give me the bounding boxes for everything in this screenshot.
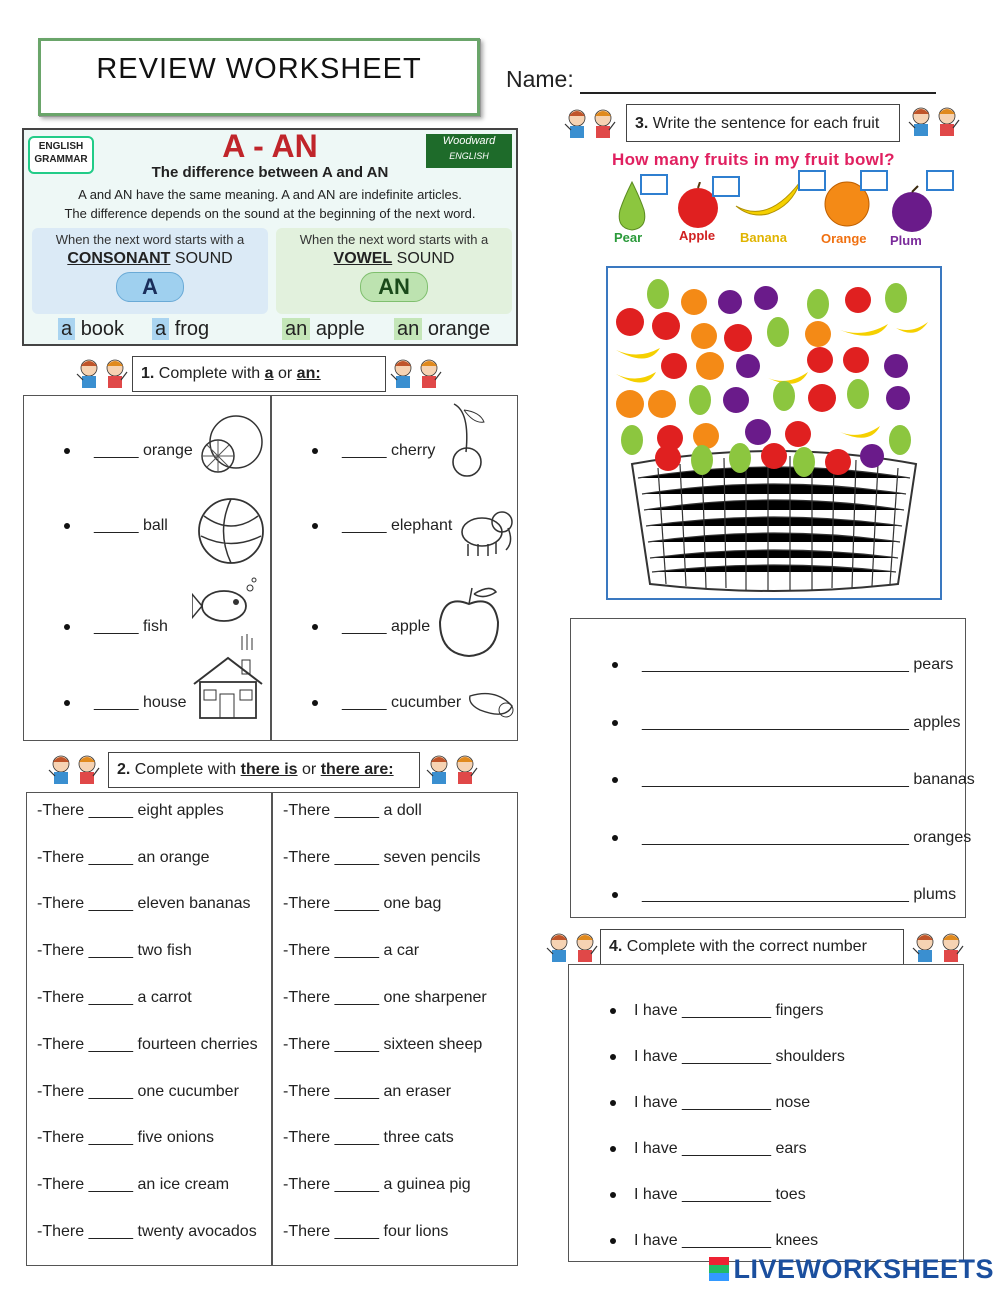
brand-name: Woodward: [442, 135, 496, 147]
section1-label: Complete with: [158, 365, 261, 382]
list-item[interactable]: [612, 656, 953, 674]
elephant-sketch-icon: [452, 506, 518, 562]
item-text: I have __________ toes: [634, 1186, 806, 1203]
there-row[interactable]: -There _____ one sharpener: [283, 989, 487, 1006]
article-an-pill: AN: [360, 272, 428, 302]
card-explanation-1: A and AN have the same meaning. A and AN are indefinite articles.: [78, 187, 462, 202]
consonant-word: CONSONANT: [67, 250, 171, 267]
there-row[interactable]: -There _____ a car: [283, 942, 420, 959]
kids-icon: [74, 356, 132, 390]
section2-number: 2.: [117, 761, 131, 778]
fish-sketch-icon: [192, 576, 264, 652]
there-row[interactable]: -There _____ an eraser: [283, 1083, 452, 1100]
item-text: ______________________________ pears: [642, 656, 954, 673]
section2-header: [108, 752, 420, 788]
section3-number: 3.: [635, 115, 649, 132]
fruit-label-pear: Pear: [614, 230, 643, 245]
item-text: _____ apple: [342, 618, 431, 635]
ball-sketch-icon: [196, 496, 266, 566]
item-text: ______________________________ apples: [642, 714, 961, 731]
pear-count-box[interactable]: [640, 174, 668, 195]
bullet: [612, 835, 618, 841]
plum-count-box[interactable]: [926, 170, 954, 191]
vowel-suffix: SOUND: [396, 250, 455, 267]
kids-icon: [388, 356, 446, 390]
bullet: [610, 1054, 616, 1060]
list-item[interactable]: [64, 618, 168, 636]
article-a-pill: A: [116, 272, 184, 302]
item-text: I have __________ fingers: [634, 1002, 824, 1019]
section3-label: Write the sentence for each fruit: [652, 115, 880, 132]
cherry-sketch-icon: [440, 402, 490, 478]
section2-or: or: [302, 761, 317, 778]
list-item[interactable]: [610, 1140, 807, 1158]
item-text: _____ elephant: [342, 517, 453, 534]
consonant-panel: [32, 228, 268, 314]
item-text: _____ cucumber: [342, 694, 462, 711]
example-a-frog: [152, 318, 209, 341]
card-subheading: The difference between A and AN: [151, 164, 389, 181]
grammar-card: [22, 128, 518, 346]
orange-count-box[interactable]: [860, 170, 888, 191]
section2-there-is: there is: [240, 761, 298, 778]
list-item[interactable]: [610, 1002, 823, 1020]
item-text: I have __________ knees: [634, 1232, 819, 1249]
kids-icon: [910, 930, 968, 964]
section2-there-are: there are:: [320, 761, 394, 778]
list-item[interactable]: [312, 694, 461, 712]
example-word: apple: [315, 318, 365, 340]
item-text: I have __________ shoulders: [634, 1048, 845, 1065]
item-text: I have __________ nose: [634, 1094, 811, 1111]
example-word: orange: [427, 318, 491, 340]
there-row[interactable]: -There _____ two fish: [37, 942, 192, 959]
there-row[interactable]: -There _____ three cats: [283, 1129, 454, 1146]
bullet: [312, 523, 318, 529]
there-row[interactable]: -There _____ four lions: [283, 1223, 449, 1240]
section1-an: an:: [296, 365, 321, 382]
apple-sketch-icon: [434, 584, 504, 660]
section1-a: a: [264, 365, 274, 382]
section1-or: or: [277, 365, 293, 382]
list-item[interactable]: [312, 442, 435, 460]
bullet: [610, 1100, 616, 1106]
fruit-bowl-image-frame: [606, 266, 942, 600]
house-sketch-icon: [190, 654, 266, 722]
item-text: ______________________________ plums: [642, 886, 957, 903]
section4-header: [600, 929, 904, 965]
list-item[interactable]: [610, 1048, 845, 1066]
fruit-bowl-illustration: [608, 268, 940, 598]
list-item[interactable]: [610, 1232, 818, 1250]
example-article: a: [152, 318, 169, 340]
name-line[interactable]: [580, 92, 936, 94]
card-explanation-2: The difference depends on the sound at the beginning of the next word.: [64, 206, 476, 221]
section2-label: Complete with: [134, 761, 237, 778]
list-item[interactable]: [612, 771, 975, 789]
example-article: a: [58, 318, 75, 340]
list-item[interactable]: [312, 517, 452, 535]
bullet: [612, 777, 618, 783]
banana-icon: [732, 176, 804, 224]
item-text: _____ ball: [94, 517, 168, 534]
there-row[interactable]: -There _____ fourteen cherries: [37, 1036, 258, 1053]
vowel-panel: [276, 228, 512, 314]
bullet: [64, 523, 70, 529]
bullet: [312, 448, 318, 454]
worksheet-title-box: [38, 38, 480, 116]
kids-icon: [562, 106, 620, 140]
section3-header: [626, 104, 900, 142]
fruit-label-banana: Banana: [740, 230, 787, 245]
there-row[interactable]: -There _____ twenty avocados: [37, 1223, 257, 1240]
bullet: [610, 1008, 616, 1014]
example-a-book: [58, 318, 124, 341]
there-row[interactable]: -There _____ one bag: [283, 895, 442, 912]
list-item[interactable]: [612, 886, 956, 904]
there-row[interactable]: -There _____ a guinea pig: [283, 1176, 471, 1193]
list-item[interactable]: [610, 1094, 810, 1112]
english-grammar-badge: ENGLISH GRAMMAR: [28, 136, 94, 174]
consonant-sound: [32, 250, 268, 268]
there-row[interactable]: -There _____ eight apples: [37, 802, 224, 819]
list-item[interactable]: [612, 829, 971, 847]
vowel-sound: [276, 250, 512, 268]
example-article: an: [282, 318, 310, 340]
example-word: book: [80, 318, 125, 340]
section4-number: 4.: [609, 938, 623, 955]
there-row[interactable]: -There _____ sixteen sheep: [283, 1036, 483, 1053]
worksheet-title: REVIEW WORKSHEET: [96, 53, 422, 85]
vowel-word: VOWEL: [333, 250, 393, 267]
list-item[interactable]: [64, 442, 193, 460]
card-heading: A - AN: [222, 128, 318, 164]
fruit-label-apple: Apple: [679, 228, 716, 243]
bullet: [312, 700, 318, 706]
item-text: _____ orange: [94, 442, 193, 459]
there-row[interactable]: -There _____ one cucumber: [37, 1083, 239, 1100]
plum-icon: [888, 184, 936, 234]
orange-sketch-icon: [196, 412, 266, 476]
kids-icon: [906, 104, 964, 138]
basket-icon: [632, 451, 916, 591]
bullet: [610, 1238, 616, 1244]
there-row[interactable]: -There _____ seven pencils: [283, 849, 481, 866]
list-item[interactable]: [64, 517, 168, 535]
there-row[interactable]: -There _____ a carrot: [37, 989, 192, 1006]
bullet: [312, 624, 318, 630]
item-text: ______________________________ oranges: [642, 829, 972, 846]
there-row[interactable]: -There _____ an orange: [37, 849, 210, 866]
kids-icon: [46, 752, 104, 786]
example-an-apple: [282, 318, 365, 341]
item-text: I have __________ ears: [634, 1140, 807, 1157]
item-text: _____ fish: [94, 618, 168, 635]
consonant-intro: When the next word starts with a: [55, 232, 245, 247]
section1-header: [132, 356, 386, 392]
list-item[interactable]: [612, 714, 961, 732]
there-row[interactable]: -There _____ an ice cream: [37, 1176, 230, 1193]
example-an-orange: [394, 318, 490, 341]
kids-icon: [544, 930, 602, 964]
there-row[interactable]: -There _____ eleven bananas: [37, 895, 251, 912]
fruit-pile: [616, 279, 928, 477]
bullet: [64, 700, 70, 706]
brand-sub: ENGLISH: [449, 151, 489, 161]
vowel-intro: When the next word starts with a: [299, 232, 489, 247]
item-text: _____ house: [94, 694, 187, 711]
fruit-label-orange: Orange: [821, 231, 867, 246]
item-text: _____ cherry: [342, 442, 436, 459]
bullet: [610, 1146, 616, 1152]
section1-number: 1.: [141, 365, 155, 382]
liveworksheets-logo[interactable]: [709, 1254, 994, 1285]
bullet: [610, 1192, 616, 1198]
liveworksheets-mark-icon: [709, 1257, 729, 1281]
example-article: an: [394, 318, 422, 340]
there-row[interactable]: -There _____ five onions: [37, 1129, 214, 1146]
bullet: [612, 892, 618, 898]
there-row[interactable]: -There _____ a doll: [283, 802, 422, 819]
kids-icon: [424, 752, 482, 786]
bullet: [612, 662, 618, 668]
name-label: Name:: [506, 66, 574, 92]
cucumber-sketch-icon: [466, 688, 518, 724]
fruit-question: How many fruits in my fruit bowl?: [612, 150, 895, 169]
example-word: frog: [174, 318, 210, 340]
consonant-suffix: SOUND: [174, 250, 233, 267]
bullet: [64, 448, 70, 454]
list-item[interactable]: [312, 618, 430, 636]
bullet: [64, 624, 70, 630]
list-item[interactable]: [64, 694, 187, 712]
section4-label: Complete with the correct number: [626, 938, 867, 955]
list-item[interactable]: [610, 1186, 806, 1204]
fruit-label-plum: Plum: [890, 233, 922, 248]
bullet: [612, 720, 618, 726]
liveworksheets-text: LIVEWORKSHEETS: [733, 1254, 994, 1284]
item-text: ______________________________ bananas: [642, 771, 975, 788]
